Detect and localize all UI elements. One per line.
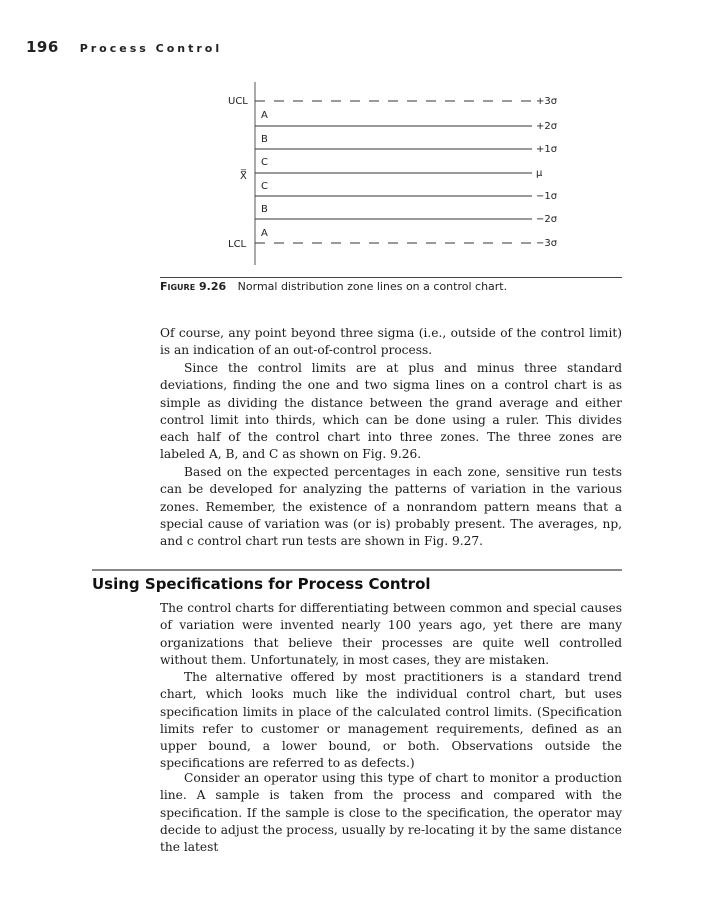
sigma-label: −1σ [536,191,558,202]
zone-label: A [261,110,268,121]
sigma-label: μ [536,168,543,179]
lcl-label: LCL [228,239,247,250]
chapter-title: Process Control [79,42,223,55]
body-paragraph: Since the control limits are at plus and minus three standard deviations, finding the one and two sigma lines on a control chart is as simple as dividing the distance between the grand average and either control limit into thirds, which can be done using a ruler. This divides each half of the control chart into three zones. The three zones are labeled A, B, and C as shown on Fig. 9.26. [160,361,622,462]
sigma-label: −2σ [536,214,558,225]
ucl-label: UCL [228,96,248,107]
section-heading: Using Specifications for Process Control [92,575,431,593]
section-rule [92,569,622,571]
zone-label: A [261,228,268,239]
figure-caption-text: Normal distribution zone lines on a control chart. [237,280,508,293]
zone-label: C [261,157,268,168]
zone-label: B [261,134,268,145]
figure-number: Figure 9.26 [160,280,227,293]
figure-caption [160,280,507,293]
zone-label: C [261,181,268,192]
caption-rule [160,277,622,278]
sigma-label: −3σ [536,238,558,249]
page-number: 196 [26,38,59,56]
zone-chart-figure [0,0,715,280]
sigma-label: +3σ [536,96,558,107]
sigma-label: +2σ [536,121,558,132]
body-paragraph: Based on the expected percentages in each zone, sensitive run tests can be developed for analyzing the patterns of variation in the various zones. Remember, the existence of a nonrandom pattern means that a special cause of variation was (or is) probably present. The averages, np, and c control chart run tests are shown in Fig. 9.27. [160,465,622,549]
section-paragraph: Consider an operator using this type of chart to monitor a production line. A sample is taken from the process and compared with the specification. If the sample is close to the specification, the operator may decide to adjust the process, usually by re-locating it by the same distance the latest [160,771,622,855]
sigma-label: +1σ [536,144,558,155]
zone-label: B [261,204,268,215]
section-paragraph: The control charts for differentiating between common and special causes of variation were invented nearly 100 years ago, yet there are many organizations that believe their processes are quite well controlled without them. Unfortunately, in most cases, they are mistaken. [160,601,622,667]
body-paragraph: Of course, any point beyond three sigma (i.e., outside of the control limit) is an indication of an out-of-control process. [160,326,622,358]
section-paragraph: The alternative offered by most practitioners is a standard trend chart, which looks much like the individual control chart, but uses specification limits in place of the calculated control limits. (Specification limits refer to customer or management requirements, defined as an upper bound, a lower bound, or both. Observations outside the specifications are referred to as defects.) [160,670,622,771]
grand-average-label: X̿ [240,171,247,182]
